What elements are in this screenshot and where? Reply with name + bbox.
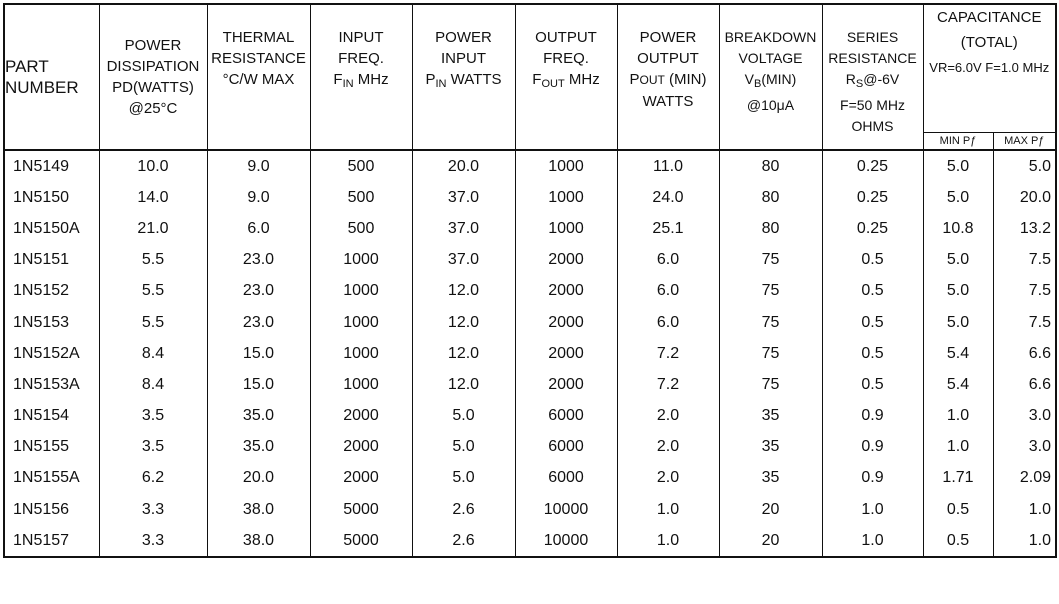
cell-input-freq: 1000 bbox=[310, 245, 412, 276]
cell-output-freq: 2000 bbox=[515, 276, 617, 307]
cell-output-freq: 2000 bbox=[515, 369, 617, 400]
cell-power-dissipation: 5.5 bbox=[99, 307, 207, 338]
cell-output-freq: 6000 bbox=[515, 401, 617, 432]
cell-cap-min: 5.0 bbox=[923, 150, 993, 182]
cell-cap-max: 3.0 bbox=[993, 432, 1056, 463]
cell-output-freq: 1000 bbox=[515, 182, 617, 213]
table-row bbox=[4, 338, 1056, 369]
cell-cap-max: 6.6 bbox=[993, 369, 1056, 400]
cell-part-number: 1N5152 bbox=[4, 276, 99, 307]
cell-power-input: 5.0 bbox=[412, 401, 515, 432]
cell-power-dissipation: 3.3 bbox=[99, 494, 207, 525]
cell-cap-max: 7.5 bbox=[993, 245, 1056, 276]
cell-part-number: 1N5150 bbox=[4, 182, 99, 213]
cell-series-resistance: 0.5 bbox=[822, 369, 923, 400]
cell-output-freq: 6000 bbox=[515, 432, 617, 463]
cell-power-output: 2.0 bbox=[617, 401, 719, 432]
table-header bbox=[4, 4, 1056, 150]
cell-power-dissipation: 5.5 bbox=[99, 245, 207, 276]
cell-output-freq: 1000 bbox=[515, 150, 617, 182]
cell-part-number: 1N5156 bbox=[4, 494, 99, 525]
cell-series-resistance: 0.9 bbox=[822, 401, 923, 432]
cell-cap-max: 13.2 bbox=[993, 213, 1056, 244]
cell-breakdown-voltage: 75 bbox=[719, 369, 822, 400]
cell-part-number: 1N5155 bbox=[4, 432, 99, 463]
cell-breakdown-voltage: 35 bbox=[719, 432, 822, 463]
cell-breakdown-voltage: 75 bbox=[719, 307, 822, 338]
cell-part-number: 1N5153A bbox=[4, 369, 99, 400]
cell-power-dissipation: 6.2 bbox=[99, 463, 207, 494]
cell-breakdown-voltage: 80 bbox=[719, 213, 822, 244]
cell-thermal-resistance: 35.0 bbox=[207, 432, 310, 463]
cell-cap-max: 2.09 bbox=[993, 463, 1056, 494]
cell-cap-min: 1.0 bbox=[923, 401, 993, 432]
cell-series-resistance: 0.25 bbox=[822, 150, 923, 182]
cell-input-freq: 500 bbox=[310, 150, 412, 182]
cell-power-dissipation: 21.0 bbox=[99, 213, 207, 244]
table-row bbox=[4, 213, 1056, 244]
header-output-freq: OUTPUT FREQ. $F_{OUT}$ MHz bbox=[515, 4, 617, 150]
cell-cap-max: 5.0 bbox=[993, 150, 1056, 182]
cell-input-freq: 2000 bbox=[310, 463, 412, 494]
cell-series-resistance: 0.9 bbox=[822, 432, 923, 463]
table-row bbox=[4, 432, 1056, 463]
cell-cap-min: 1.0 bbox=[923, 432, 993, 463]
cell-power-dissipation: 14.0 bbox=[99, 182, 207, 213]
cell-power-input: 5.0 bbox=[412, 432, 515, 463]
cell-cap-max: 1.0 bbox=[993, 525, 1056, 557]
header-input-freq: INPUT FREQ. $F_{IN}$ MHz bbox=[310, 4, 412, 150]
cell-cap-min: 5.4 bbox=[923, 338, 993, 369]
header-breakdown-voltage: BREAKDOWN VOLTAGE $V_B(MIN)$ @10μA bbox=[719, 4, 822, 150]
cell-thermal-resistance: 38.0 bbox=[207, 525, 310, 557]
table-row bbox=[4, 276, 1056, 307]
cell-thermal-resistance: 23.0 bbox=[207, 276, 310, 307]
table-row bbox=[4, 494, 1056, 525]
cell-thermal-resistance: 38.0 bbox=[207, 494, 310, 525]
cell-power-output: 6.0 bbox=[617, 276, 719, 307]
cell-thermal-resistance: 20.0 bbox=[207, 463, 310, 494]
cell-part-number: 1N5153 bbox=[4, 307, 99, 338]
cell-power-output: 7.2 bbox=[617, 338, 719, 369]
cell-cap-max: 3.0 bbox=[993, 401, 1056, 432]
cell-breakdown-voltage: 75 bbox=[719, 276, 822, 307]
cell-input-freq: 1000 bbox=[310, 276, 412, 307]
cell-power-output: 25.1 bbox=[617, 213, 719, 244]
cell-power-input: 20.0 bbox=[412, 150, 515, 182]
cell-series-resistance: 1.0 bbox=[822, 494, 923, 525]
cell-cap-max: 6.6 bbox=[993, 338, 1056, 369]
cell-power-input: 12.0 bbox=[412, 338, 515, 369]
cell-breakdown-voltage: 80 bbox=[719, 182, 822, 213]
cell-output-freq: 6000 bbox=[515, 463, 617, 494]
cell-series-resistance: 0.25 bbox=[822, 213, 923, 244]
cell-part-number: 1N5152A bbox=[4, 338, 99, 369]
cell-power-dissipation: 8.4 bbox=[99, 338, 207, 369]
table-row bbox=[4, 525, 1056, 557]
cell-cap-min: 0.5 bbox=[923, 494, 993, 525]
cell-input-freq: 1000 bbox=[310, 307, 412, 338]
cell-power-input: 2.6 bbox=[412, 525, 515, 557]
cell-input-freq: 5000 bbox=[310, 494, 412, 525]
cell-input-freq: 1000 bbox=[310, 369, 412, 400]
cell-output-freq: 2000 bbox=[515, 307, 617, 338]
table-row bbox=[4, 182, 1056, 213]
cell-part-number: 1N5155A bbox=[4, 463, 99, 494]
cell-cap-min: 0.5 bbox=[923, 525, 993, 557]
cell-power-dissipation: 3.5 bbox=[99, 432, 207, 463]
cell-power-input: 37.0 bbox=[412, 213, 515, 244]
cell-cap-max: 7.5 bbox=[993, 307, 1056, 338]
cell-part-number: 1N5151 bbox=[4, 245, 99, 276]
cell-cap-min: 5.0 bbox=[923, 182, 993, 213]
cell-breakdown-voltage: 35 bbox=[719, 401, 822, 432]
cell-power-input: 37.0 bbox=[412, 182, 515, 213]
cell-breakdown-voltage: 35 bbox=[719, 463, 822, 494]
header-cap-min: MIN Pƒ bbox=[923, 133, 993, 150]
cell-cap-max: 20.0 bbox=[993, 182, 1056, 213]
cell-input-freq: 2000 bbox=[310, 432, 412, 463]
table-body bbox=[4, 150, 1056, 557]
cell-power-input: 12.0 bbox=[412, 276, 515, 307]
cell-input-freq: 2000 bbox=[310, 401, 412, 432]
header-thermal-resistance: THERMAL RESISTANCE °C/W MAX bbox=[207, 4, 310, 150]
cell-thermal-resistance: 23.0 bbox=[207, 307, 310, 338]
cell-cap-max: 1.0 bbox=[993, 494, 1056, 525]
cell-cap-max: 7.5 bbox=[993, 276, 1056, 307]
cell-series-resistance: 1.0 bbox=[822, 525, 923, 557]
cell-thermal-resistance: 6.0 bbox=[207, 213, 310, 244]
cell-power-dissipation: 8.4 bbox=[99, 369, 207, 400]
cell-part-number: 1N5154 bbox=[4, 401, 99, 432]
cell-output-freq: 2000 bbox=[515, 338, 617, 369]
cell-output-freq: 2000 bbox=[515, 245, 617, 276]
cell-power-dissipation: 3.3 bbox=[99, 525, 207, 557]
cell-thermal-resistance: 35.0 bbox=[207, 401, 310, 432]
cell-power-input: 12.0 bbox=[412, 307, 515, 338]
cell-series-resistance: 0.5 bbox=[822, 307, 923, 338]
cell-series-resistance: 0.25 bbox=[822, 182, 923, 213]
cell-output-freq: 10000 bbox=[515, 494, 617, 525]
header-series-resistance: SERIES RESISTANCE $R_S@-6V$ F=50 MHz OHMS bbox=[822, 4, 923, 150]
cell-cap-min: 5.4 bbox=[923, 369, 993, 400]
cell-power-output: 24.0 bbox=[617, 182, 719, 213]
cell-breakdown-voltage: 75 bbox=[719, 245, 822, 276]
header-power-dissipation: POWER DISSIPATION PD(WATTS) @25°C bbox=[99, 4, 207, 150]
cell-power-output: 2.0 bbox=[617, 432, 719, 463]
cell-breakdown-voltage: 75 bbox=[719, 338, 822, 369]
cell-part-number: 1N5149 bbox=[4, 150, 99, 182]
header-power-output: POWER OUTPUT POUT (MIN) WATTS bbox=[617, 4, 719, 150]
cell-power-output: 6.0 bbox=[617, 307, 719, 338]
cell-input-freq: 500 bbox=[310, 182, 412, 213]
cell-power-input: 37.0 bbox=[412, 245, 515, 276]
header-part-number: PART NUMBER bbox=[4, 4, 99, 150]
cell-breakdown-voltage: 20 bbox=[719, 525, 822, 557]
cell-output-freq: 1000 bbox=[515, 213, 617, 244]
header-power-input: POWER INPUT $P_{IN}$ WATTS bbox=[412, 4, 515, 150]
cell-power-input: 12.0 bbox=[412, 369, 515, 400]
cell-power-output: 6.0 bbox=[617, 245, 719, 276]
cell-breakdown-voltage: 20 bbox=[719, 494, 822, 525]
cell-input-freq: 5000 bbox=[310, 525, 412, 557]
cell-power-output: 1.0 bbox=[617, 494, 719, 525]
cell-power-input: 5.0 bbox=[412, 463, 515, 494]
cell-power-output: 1.0 bbox=[617, 525, 719, 557]
cell-thermal-resistance: 9.0 bbox=[207, 182, 310, 213]
table-row bbox=[4, 463, 1056, 494]
header-capacitance: CAPACITANCE (TOTAL) VR=6.0V F=1.0 MHz bbox=[923, 4, 1056, 133]
cell-series-resistance: 0.5 bbox=[822, 245, 923, 276]
cell-cap-min: 5.0 bbox=[923, 307, 993, 338]
cell-power-output: 2.0 bbox=[617, 463, 719, 494]
cell-thermal-resistance: 9.0 bbox=[207, 150, 310, 182]
cell-power-dissipation: 3.5 bbox=[99, 401, 207, 432]
cell-cap-min: 5.0 bbox=[923, 245, 993, 276]
header-cap-max: MAX Pƒ bbox=[993, 133, 1056, 150]
cell-part-number: 1N5157 bbox=[4, 525, 99, 557]
cell-input-freq: 1000 bbox=[310, 338, 412, 369]
cell-power-input: 2.6 bbox=[412, 494, 515, 525]
cell-power-dissipation: 10.0 bbox=[99, 150, 207, 182]
cell-breakdown-voltage: 80 bbox=[719, 150, 822, 182]
diode-spec-table bbox=[3, 3, 1057, 558]
cell-output-freq: 10000 bbox=[515, 525, 617, 557]
cell-series-resistance: 0.9 bbox=[822, 463, 923, 494]
table-row bbox=[4, 245, 1056, 276]
table-row bbox=[4, 369, 1056, 400]
cell-cap-min: 10.8 bbox=[923, 213, 993, 244]
cell-input-freq: 500 bbox=[310, 213, 412, 244]
cell-cap-min: 5.0 bbox=[923, 276, 993, 307]
cell-power-dissipation: 5.5 bbox=[99, 276, 207, 307]
cell-cap-min: 1.71 bbox=[923, 463, 993, 494]
cell-series-resistance: 0.5 bbox=[822, 338, 923, 369]
cell-series-resistance: 0.5 bbox=[822, 276, 923, 307]
cell-part-number: 1N5150A bbox=[4, 213, 99, 244]
spec-sheet bbox=[3, 3, 1055, 599]
cell-thermal-resistance: 23.0 bbox=[207, 245, 310, 276]
table-row bbox=[4, 401, 1056, 432]
cell-thermal-resistance: 15.0 bbox=[207, 338, 310, 369]
cell-power-output: 11.0 bbox=[617, 150, 719, 182]
table-row bbox=[4, 150, 1056, 182]
cell-power-output: 7.2 bbox=[617, 369, 719, 400]
table-row bbox=[4, 307, 1056, 338]
cell-thermal-resistance: 15.0 bbox=[207, 369, 310, 400]
